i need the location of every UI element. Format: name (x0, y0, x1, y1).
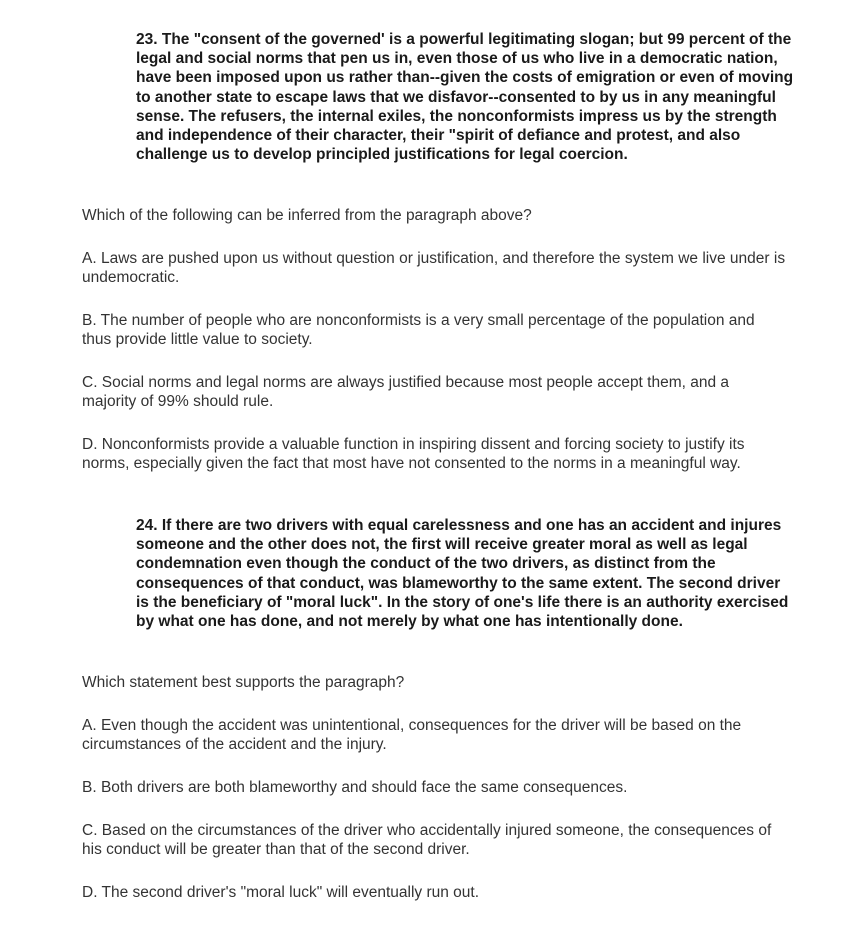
passage-23: 23. The "consent of the governed' is a powerful legitimating slogan; but 99 percent of the legal and social norms that pen us in, even those of us who live in a democratic nation, have been imposed upon us rather than--given the costs of emigration or even of moving to another state to escape laws that we disfavor--consented to by us in any meaningful sense. The refusers, the internal exiles, the nonconformists impress us by the strength and independence of their character, their "spirit of defiance and protest, and also challenge us to develop principled justifications for legal coercion. (136, 31, 794, 164)
answer-option-23-b: B. The number of people who are nonconformists is a very small percentage of the population and thus provide little value to society. (82, 312, 755, 349)
answer-option-23-c: C. Social norms and legal norms are always justified because most people accept them, and a majority of 99% should rule. (82, 374, 730, 411)
answer-option-24-a: A. Even though the accident was unintentional, consequences for the driver will be based on the circumstances of the accident and the injury. (82, 717, 742, 754)
passage-24: 24. If there are two drivers with equal carelessness and one has an accident and injures someone and the other does not, the first will receive greater moral as well as legal condemnation even though the conduct of the two drivers, as distinct from the consequences of that conduct, was blameworthy to the same extent. The second driver is the beneficiary of "moral luck". In the story of one's life there is an authority exercised by what one has done, and not merely by what one has intentionally done. (136, 517, 789, 631)
question-prompt-23: Which of the following can be inferred from the paragraph above? (82, 207, 532, 224)
answer-option-23-d: D. Nonconformists provide a valuable function in inspiring dissent and forcing society to justify its norms, especially given the fact that most have not consented to the norms in a meaningful way. (82, 436, 745, 473)
answer-option-23-a: A. Laws are pushed upon us without question or justification, and therefore the system we live under is undemocratic. (82, 250, 786, 287)
answer-option-24-c: C. Based on the circumstances of the driver who accidentally injured someone, the consequences of his conduct will be greater than that of the second driver. (82, 822, 772, 859)
answer-option-24-d: D. The second driver's "moral luck" will eventually run out. (82, 884, 480, 901)
question-prompt-24: Which statement best supports the paragraph? (82, 674, 405, 691)
answer-option-24-b: B. Both drivers are both blameworthy and should face the same consequences. (82, 779, 628, 796)
